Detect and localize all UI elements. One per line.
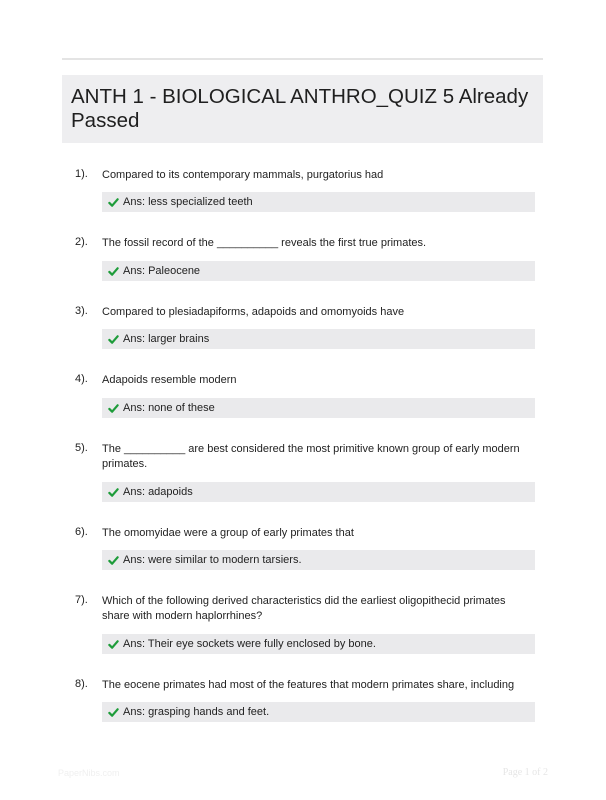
question-number: 4). — [75, 373, 88, 385]
check-icon — [108, 266, 119, 277]
answer-box — [102, 702, 535, 722]
question-number: 1). — [75, 168, 88, 180]
question-text: Compared to plesiadapiforms, adapoids and omomyoids have — [102, 306, 405, 318]
check-icon — [108, 555, 119, 566]
check-icon — [108, 639, 119, 650]
answer-text: Ans: Their eye sockets were fully enclosed by bone. — [123, 638, 376, 650]
top-divider — [62, 58, 543, 60]
question-text: The omomyidae were a group of early primates that — [102, 527, 354, 539]
question-number: 5). — [75, 442, 88, 454]
answer-text: Ans: larger brains — [123, 333, 210, 345]
check-icon — [108, 707, 119, 718]
answer-text: Ans: none of these — [123, 402, 215, 414]
check-icon — [108, 197, 119, 208]
check-icon — [108, 403, 119, 414]
question-number: 8). — [75, 678, 88, 690]
question-text: Compared to its contemporary mammals, purgatorius had — [102, 169, 384, 181]
answer-text: Ans: adapoids — [123, 486, 193, 498]
question-text: Adapoids resemble modern — [102, 374, 237, 386]
question-number: 6). — [75, 526, 88, 538]
footer-watermark: PaperNibs.com — [58, 768, 120, 778]
answer-box — [102, 261, 535, 281]
page-indicator: Page 1 of 2 — [502, 767, 548, 778]
question-number: 7). — [75, 594, 88, 606]
answer-box — [102, 329, 535, 349]
question-text: The __________ are best considered the most primitive known group of early modern primates. — [102, 443, 520, 470]
question-text: Which of the following derived characteristics did the earliest oligopithecid primates share with modern haplorrhines? — [102, 595, 506, 622]
answer-text: Ans: less specialized teeth — [123, 196, 253, 208]
question-text: The eocene primates had most of the features that modern primates share, including — [102, 679, 515, 691]
check-icon — [108, 334, 119, 345]
question-number: 3). — [75, 305, 88, 317]
document-title: ANTH 1 - BIOLOGICAL ANTHRO_QUIZ 5 Already Passed — [62, 75, 543, 143]
answer-box — [102, 192, 535, 212]
answer-text: Ans: grasping hands and feet. — [123, 706, 270, 718]
check-icon — [108, 487, 119, 498]
answer-box — [102, 398, 535, 418]
question-number: 2). — [75, 236, 88, 248]
answer-box — [102, 482, 535, 502]
question-text: The fossil record of the __________ reveals the first true primates. — [102, 237, 427, 249]
answer-text: Ans: were similar to modern tarsiers. — [123, 554, 302, 566]
answer-box — [102, 550, 535, 570]
answer-text: Ans: Paleocene — [123, 265, 201, 277]
answer-box — [102, 634, 535, 654]
